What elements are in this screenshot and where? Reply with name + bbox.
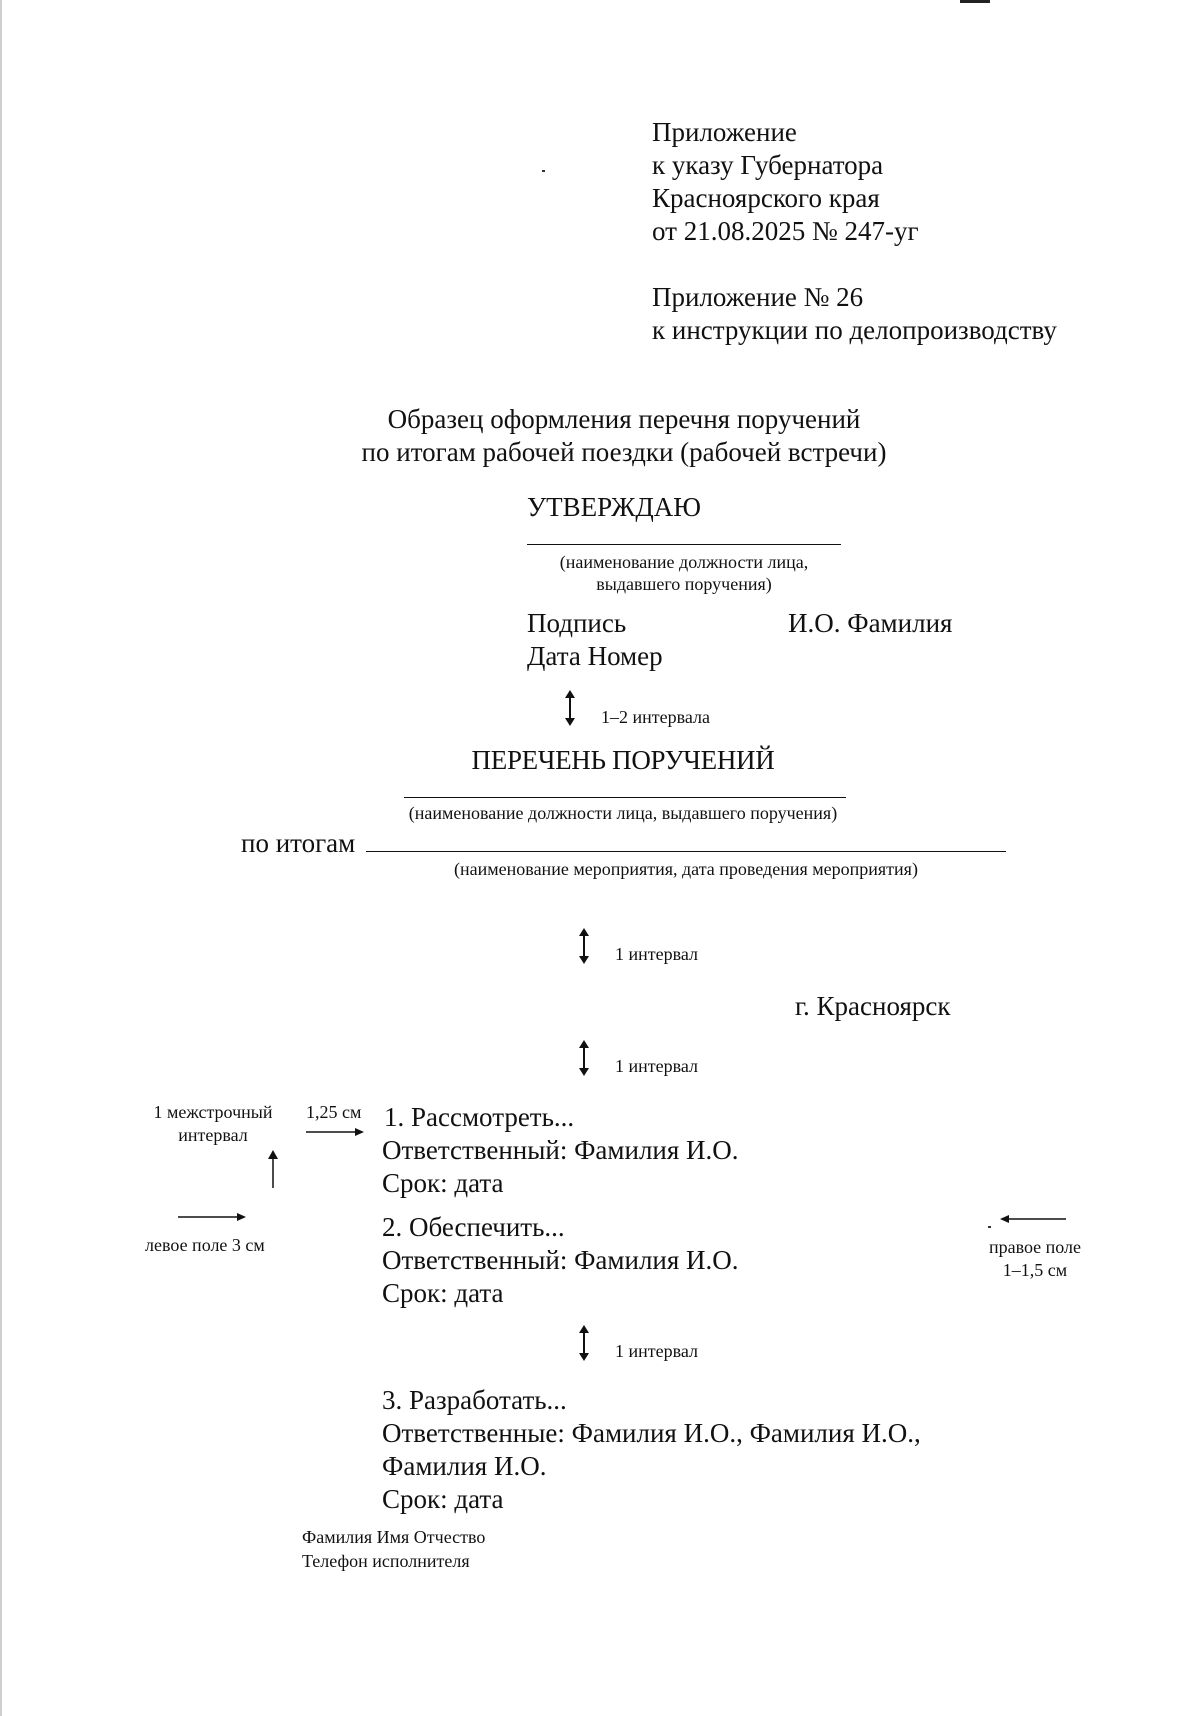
up-arrow-icon	[266, 1150, 280, 1188]
position-hint: (наименование должности лица,	[559, 552, 809, 572]
vertical-double-arrow-icon	[574, 1325, 594, 1361]
line-spacing-note: 1 межстрочный	[153, 1102, 273, 1122]
page-left-edge	[0, 0, 2, 1716]
appendix-line: к указу Губернатора	[652, 150, 884, 180]
item-line: 1. Рассмотреть...	[384, 1102, 575, 1132]
issuer-line	[404, 797, 846, 798]
appendix-line: от 21.08.2025 № 247-уг	[652, 216, 919, 246]
signer-name: И.О. Фамилия	[788, 608, 953, 638]
event-label: по итогам	[241, 828, 356, 858]
vertical-double-arrow-icon	[574, 928, 594, 964]
interval-note: 1 интервал	[615, 944, 699, 964]
right-arrow-icon	[178, 1211, 246, 1223]
signature-label: Подпись	[527, 608, 627, 638]
vertical-double-arrow-icon	[560, 690, 580, 726]
executor-phone: Телефон исполнителя	[302, 1551, 470, 1571]
interval-note: 1 интервал	[615, 1056, 699, 1076]
item-line: Срок: дата	[382, 1168, 504, 1198]
item-line: Ответственные: Фамилия И.О., Фамилия И.О.,	[382, 1418, 921, 1448]
position-line	[527, 544, 841, 545]
item-line: Ответственный: Фамилия И.О.	[382, 1135, 739, 1165]
left-arrow-icon	[1000, 1213, 1066, 1225]
indent-note: 1,25 см	[306, 1102, 362, 1122]
event-hint: (наименование мероприятия, дата проведения мероприятия)	[454, 859, 918, 879]
item-line: Срок: дата	[382, 1278, 504, 1308]
page-top-mark	[960, 0, 990, 3]
issuer-hint: (наименование должности лица, выдавшего поручения)	[408, 803, 838, 823]
document-title-line: по итогам рабочей поездки (рабочей встречи)	[361, 437, 887, 467]
right-margin-note: 1–1,5 см	[1002, 1260, 1068, 1280]
item-line: Срок: дата	[382, 1484, 504, 1514]
city-name: г. Красноярск	[795, 991, 951, 1021]
line-spacing-note: интервал	[178, 1125, 248, 1145]
item-line: Ответственный: Фамилия И.О.	[382, 1245, 739, 1275]
document-title-line: Образец оформления перечня поручений	[387, 404, 861, 434]
interval-note: 1 интервал	[615, 1341, 699, 1361]
scan-speck	[988, 1226, 991, 1228]
item-line: 3. Разработать...	[382, 1385, 567, 1415]
item-line: 2. Обеспечить...	[382, 1212, 565, 1242]
appendix-line: Красноярского края	[652, 183, 880, 213]
left-margin-note: левое поле 3 см	[145, 1235, 265, 1255]
event-line	[366, 851, 1006, 852]
approval-heading: УТВЕРЖДАЮ	[527, 492, 702, 522]
right-margin-note: правое поле	[988, 1237, 1082, 1257]
date-number-label: Дата Номер	[527, 641, 663, 671]
appendix2-line: Приложение № 26	[652, 282, 864, 312]
executor-name: Фамилия Имя Отчество	[302, 1527, 486, 1547]
interval-note: 1–2 интервала	[601, 707, 711, 727]
position-hint: выдавшего поручения)	[596, 574, 772, 594]
list-title: ПЕРЕЧЕНЬ ПОРУЧЕНИЙ	[471, 745, 775, 775]
appendix2-line: к инструкции по делопроизводству	[652, 315, 1057, 345]
right-arrow-icon	[306, 1126, 364, 1138]
scan-speck	[542, 170, 545, 172]
vertical-double-arrow-icon	[574, 1040, 594, 1076]
item-line: Фамилия И.О.	[382, 1451, 547, 1481]
appendix-line: Приложение	[652, 117, 797, 147]
